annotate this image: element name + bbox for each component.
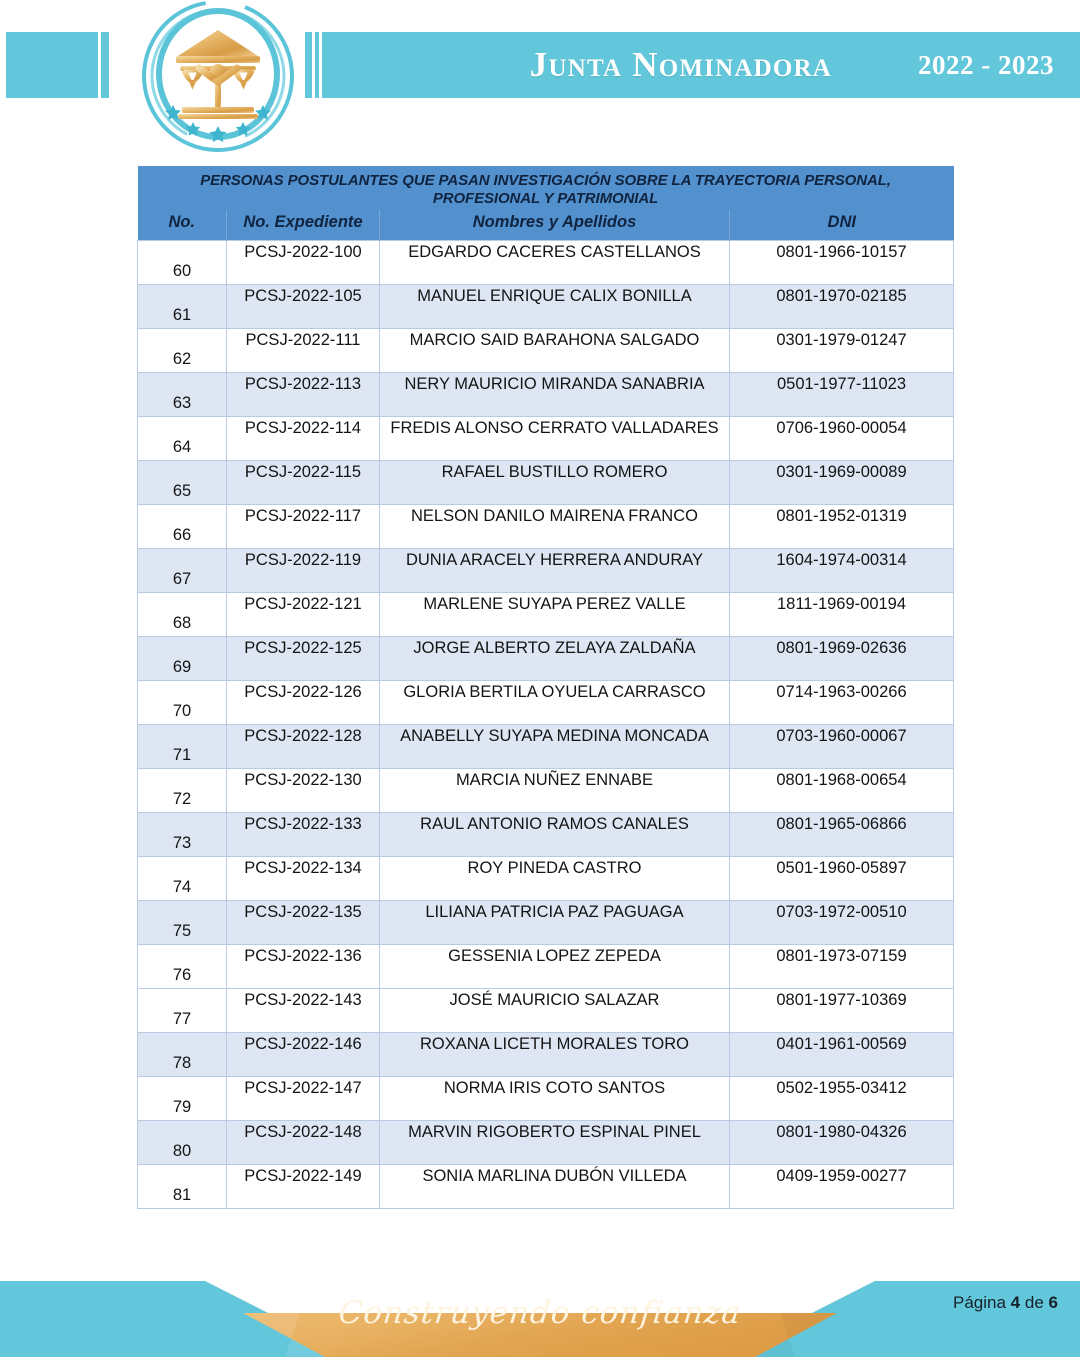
cell-no: 69 [138, 637, 227, 681]
table-row [138, 857, 954, 901]
table-caption-row [138, 166, 954, 210]
cell-expediente: PCSJ-2022-143 [227, 989, 380, 1033]
cell-expediente: PCSJ-2022-146 [227, 1033, 380, 1077]
cell-expediente: PCSJ-2022-114 [227, 417, 380, 461]
table-caption: PERSONAS POSTULANTES QUE PASAN INVESTIGACIÓN SOBRE LA TRAYECTORIA PERSONAL, PROFESIONAL Y PATRIMONIAL [138, 166, 954, 210]
cell-nombre: ROXANA LICETH MORALES TORO [380, 1033, 730, 1077]
cell-expediente: PCSJ-2022-128 [227, 725, 380, 769]
cell-expediente: PCSJ-2022-130 [227, 769, 380, 813]
table-column-header-row [138, 210, 954, 241]
cell-nombre: NORMA IRIS COTO SANTOS [380, 1077, 730, 1121]
cell-no: 81 [138, 1165, 227, 1209]
column-header-no[interactable]: No. [138, 210, 227, 241]
header-accent-bar-left [101, 32, 109, 98]
cell-expediente: PCSJ-2022-149 [227, 1165, 380, 1209]
cell-nombre: LILIANA PATRICIA PAZ PAGUAGA [380, 901, 730, 945]
cell-expediente: PCSJ-2022-134 [227, 857, 380, 901]
cell-dni: 0714-1963-00266 [730, 681, 954, 725]
header-accent-bar-mid-outer [305, 32, 312, 98]
cell-no: 67 [138, 549, 227, 593]
cell-expediente: PCSJ-2022-121 [227, 593, 380, 637]
cell-expediente: PCSJ-2022-126 [227, 681, 380, 725]
cell-dni: 0801-1970-02185 [730, 285, 954, 329]
cell-no: 64 [138, 417, 227, 461]
page-current: 4 [1010, 1293, 1021, 1312]
cell-nombre: NERY MAURICIO MIRANDA SANABRIA [380, 373, 730, 417]
table-body [138, 241, 954, 1209]
table-row [138, 241, 954, 285]
cell-no: 68 [138, 593, 227, 637]
cell-nombre: NELSON DANILO MAIRENA FRANCO [380, 505, 730, 549]
cell-dni: 1811-1969-00194 [730, 593, 954, 637]
cell-nombre: MARCIA NUÑEZ ENNABE [380, 769, 730, 813]
cell-no: 80 [138, 1121, 227, 1165]
cell-dni: 0703-1972-00510 [730, 901, 954, 945]
cell-no: 66 [138, 505, 227, 549]
cell-no: 72 [138, 769, 227, 813]
page-of-label: de [1024, 1293, 1044, 1312]
cell-dni: 0801-1980-04326 [730, 1121, 954, 1165]
table-row [138, 1165, 954, 1209]
cell-dni: 0401-1961-00569 [730, 1033, 954, 1077]
cell-expediente: PCSJ-2022-147 [227, 1077, 380, 1121]
cell-nombre: DUNIA ARACELY HERRERA ANDURAY [380, 549, 730, 593]
page-label: Página [953, 1293, 1006, 1312]
table-row [138, 1121, 954, 1165]
cell-nombre: JOSÉ MAURICIO SALAZAR [380, 989, 730, 1033]
cell-no: 63 [138, 373, 227, 417]
cell-expediente: PCSJ-2022-125 [227, 637, 380, 681]
cell-no: 65 [138, 461, 227, 505]
cell-dni: 0501-1960-05897 [730, 857, 954, 901]
cell-dni: 0801-1973-07159 [730, 945, 954, 989]
table-row [138, 417, 954, 461]
cell-expediente: PCSJ-2022-133 [227, 813, 380, 857]
page-number-indicator [953, 1293, 1058, 1313]
cell-no: 74 [138, 857, 227, 901]
cell-expediente: PCSJ-2022-115 [227, 461, 380, 505]
cell-nombre: FREDIS ALONSO CERRATO VALLADARES [380, 417, 730, 461]
cell-dni: 0703-1960-00067 [730, 725, 954, 769]
table-row [138, 461, 954, 505]
cell-dni: 0801-1966-10157 [730, 241, 954, 285]
cell-nombre: MARCIO SAID BARAHONA SALGADO [380, 329, 730, 373]
cell-dni: 1604-1974-00314 [730, 549, 954, 593]
cell-no: 70 [138, 681, 227, 725]
cell-dni: 0301-1969-00089 [730, 461, 954, 505]
cell-nombre: MANUEL ENRIQUE CALIX BONILLA [380, 285, 730, 329]
cell-nombre: SONIA MARLINA DUBÓN VILLEDA [380, 1165, 730, 1209]
footer-slogan: Construyendo confianza [336, 1295, 744, 1331]
cell-nombre: RAUL ANTONIO RAMOS CANALES [380, 813, 730, 857]
cell-dni: 0801-1969-02636 [730, 637, 954, 681]
table-row [138, 725, 954, 769]
cell-no: 79 [138, 1077, 227, 1121]
header-left-accent-block [6, 32, 98, 98]
cell-expediente: PCSJ-2022-136 [227, 945, 380, 989]
cell-nombre: MARLENE SUYAPA PEREZ VALLE [380, 593, 730, 637]
cell-expediente: PCSJ-2022-148 [227, 1121, 380, 1165]
cell-no: 62 [138, 329, 227, 373]
cell-expediente: PCSJ-2022-100 [227, 241, 380, 285]
cell-expediente: PCSJ-2022-117 [227, 505, 380, 549]
cell-no: 71 [138, 725, 227, 769]
cell-dni: 0801-1968-00654 [730, 769, 954, 813]
cell-expediente: PCSJ-2022-135 [227, 901, 380, 945]
cell-no: 78 [138, 1033, 227, 1077]
table-row [138, 989, 954, 1033]
cell-dni: 0409-1959-00277 [730, 1165, 954, 1209]
table-row [138, 285, 954, 329]
cell-expediente: PCSJ-2022-111 [227, 329, 380, 373]
header-title-band [322, 32, 1080, 98]
applicants-table [137, 166, 954, 1209]
table-row [138, 1033, 954, 1077]
applicants-table-container [137, 166, 953, 1209]
page-footer [0, 1265, 1080, 1357]
cell-no: 73 [138, 813, 227, 857]
cell-expediente: PCSJ-2022-113 [227, 373, 380, 417]
page-header [0, 0, 1080, 160]
cell-dni: 0502-1955-03412 [730, 1077, 954, 1121]
cell-no: 76 [138, 945, 227, 989]
column-header-expediente[interactable]: No. Expediente [227, 210, 380, 241]
cell-nombre: GLORIA BERTILA OYUELA CARRASCO [380, 681, 730, 725]
cell-dni: 0801-1977-10369 [730, 989, 954, 1033]
cell-dni: 0706-1960-00054 [730, 417, 954, 461]
cell-nombre: RAFAEL BUSTILLO ROMERO [380, 461, 730, 505]
table-row [138, 637, 954, 681]
cell-no: 75 [138, 901, 227, 945]
cell-expediente: PCSJ-2022-105 [227, 285, 380, 329]
table-row [138, 329, 954, 373]
cell-no: 61 [138, 285, 227, 329]
cell-dni: 0801-1965-06866 [730, 813, 954, 857]
table-row [138, 681, 954, 725]
junta-nominadora-logo [137, 0, 299, 152]
table-head [138, 166, 954, 241]
cell-nombre: EDGARDO CACERES CASTELLANOS [380, 241, 730, 285]
cell-nombre: MARVIN RIGOBERTO ESPINAL PINEL [380, 1121, 730, 1165]
cell-dni: 0501-1977-11023 [730, 373, 954, 417]
page-total: 6 [1048, 1293, 1058, 1312]
table-row [138, 769, 954, 813]
table-row [138, 549, 954, 593]
column-header-nombres[interactable]: Nombres y Apellidos [380, 210, 730, 241]
header-accent-bar-mid-inner [315, 32, 319, 98]
table-row [138, 945, 954, 989]
cell-dni: 0301-1979-01247 [730, 329, 954, 373]
table-row [138, 505, 954, 549]
table-row [138, 373, 954, 417]
table-row [138, 813, 954, 857]
cell-nombre: GESSENIA LOPEZ ZEPEDA [380, 945, 730, 989]
column-header-dni[interactable]: DNI [730, 210, 954, 241]
cell-no: 77 [138, 989, 227, 1033]
table-row [138, 1077, 954, 1121]
cell-dni: 0801-1952-01319 [730, 505, 954, 549]
cell-nombre: ROY PINEDA CASTRO [380, 857, 730, 901]
cell-nombre: ANABELLY SUYAPA MEDINA MONCADA [380, 725, 730, 769]
cell-no: 60 [138, 241, 227, 285]
table-row [138, 901, 954, 945]
cell-expediente: PCSJ-2022-119 [227, 549, 380, 593]
table-row [138, 593, 954, 637]
page-title: Junta Nominadora [529, 45, 832, 84]
cell-nombre: JORGE ALBERTO ZELAYA ZALDAÑA [380, 637, 730, 681]
header-period: 2022 - 2023 [918, 49, 1054, 80]
